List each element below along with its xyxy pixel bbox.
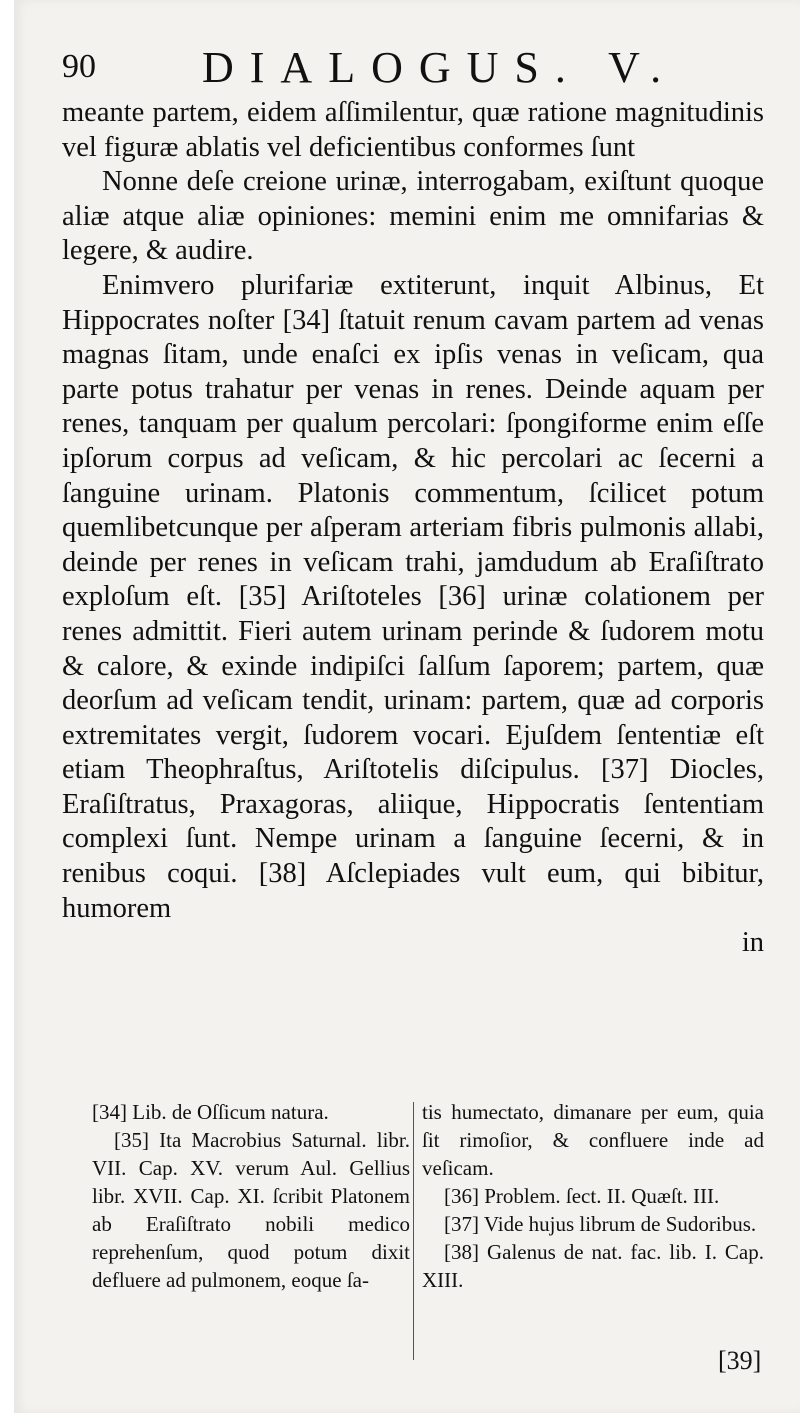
page-header bbox=[62, 38, 762, 98]
footnote-38: [38] Galenus de nat. fac. lib. I. Cap. XIII. bbox=[422, 1240, 764, 1292]
signature-mark: [39] bbox=[718, 1346, 762, 1375]
paragraph-1: meante partem, eidem aſſimilentur, quæ ratione magnitudinis vel figuræ ablatis vel deficientibus conformes ſunt bbox=[62, 97, 764, 163]
book-page bbox=[14, 0, 800, 1413]
footnote-34: [34] Lib. de Oſſicum natura. bbox=[92, 1100, 329, 1124]
footnote-36: [36] Problem. ſect. II. Quæſt. III. bbox=[444, 1184, 720, 1208]
catchword: in bbox=[741, 927, 764, 959]
footnotes-right-column bbox=[422, 1098, 764, 1294]
page-number: 90 bbox=[62, 48, 96, 85]
main-text bbox=[62, 96, 764, 961]
footnotes-left-column bbox=[92, 1098, 410, 1294]
footnote-35: [35] Ita Macrobius Saturnal. libr. VII. Cap. XV. verum Aul. Gellius libr. XVII. Cap. XI. ſcribit Platonem ab Eraſiſtrato nobili medico reprehenſum, quod potum dixit defluere ad pulmonem, eoque ſa- bbox=[92, 1128, 410, 1292]
column-divider bbox=[413, 1102, 414, 1360]
paragraph-3: Enimvero plurifariæ extiterunt, inquit Albinus, Et Hippocrates noſter [34] ſtatuit renum cavam partem ad venas magnas ſitam, unde enaſci ex ipſis venas in veſicam, qua parte potus trahatur per venas in renes. Deinde aquam per renes, tanquam per qualum percolari: ſpongiforme enim eſſe ipſorum corpus ad veſicam, & hic percolari ac ſecerni a ſanguine urinam. Platonis commentum, ſcilicet potum quemlibetcunque per aſperam arteriam fibris pulmonis allabi, deinde per renes in veſicam trahi, jamdudum ab Eraſiſtrato exploſum eſt. [35] Ariſtoteles [36] urinæ colationem per renes admittit. Fieri autem urinam perinde & ſudorem motu & calore, & exinde indipiſci ſalſum ſaporem; partem, quæ deorſum ad veſicam tendit, urinam: partem, quæ ad corporis extremitates vergit, ſudorem vocari. Ejuſdem ſententiæ eſt etiam Theophraſtus, Ariſtotelis diſcipulus. [37] Diocles, Eraſiſtratus, Praxagoras, aliique, Hippocratis ſententiam complexi ſunt. Nempe urinam a ſanguine ſecerni, & in renibus coqui. [38] Aſclepiades vult eum, qui bibitur, humorem bbox=[62, 269, 764, 924]
footnote-35-continuation: tis humectato, dimanare per eum, quia ſit rimoſior, & confluere inde ad veſicam. bbox=[422, 1100, 764, 1180]
footnotes bbox=[92, 1098, 772, 1368]
paragraph-2: Nonne deſe creione urinæ, interrogabam, exiſtunt quoque aliæ atque aliæ opiniones: memini enim me omnifarias & legere, & audire. bbox=[62, 166, 764, 267]
footnote-37: [37] Vide hujus librum de Sudoribus. bbox=[444, 1212, 757, 1236]
running-title: DIALOGUS. V. bbox=[202, 43, 678, 92]
